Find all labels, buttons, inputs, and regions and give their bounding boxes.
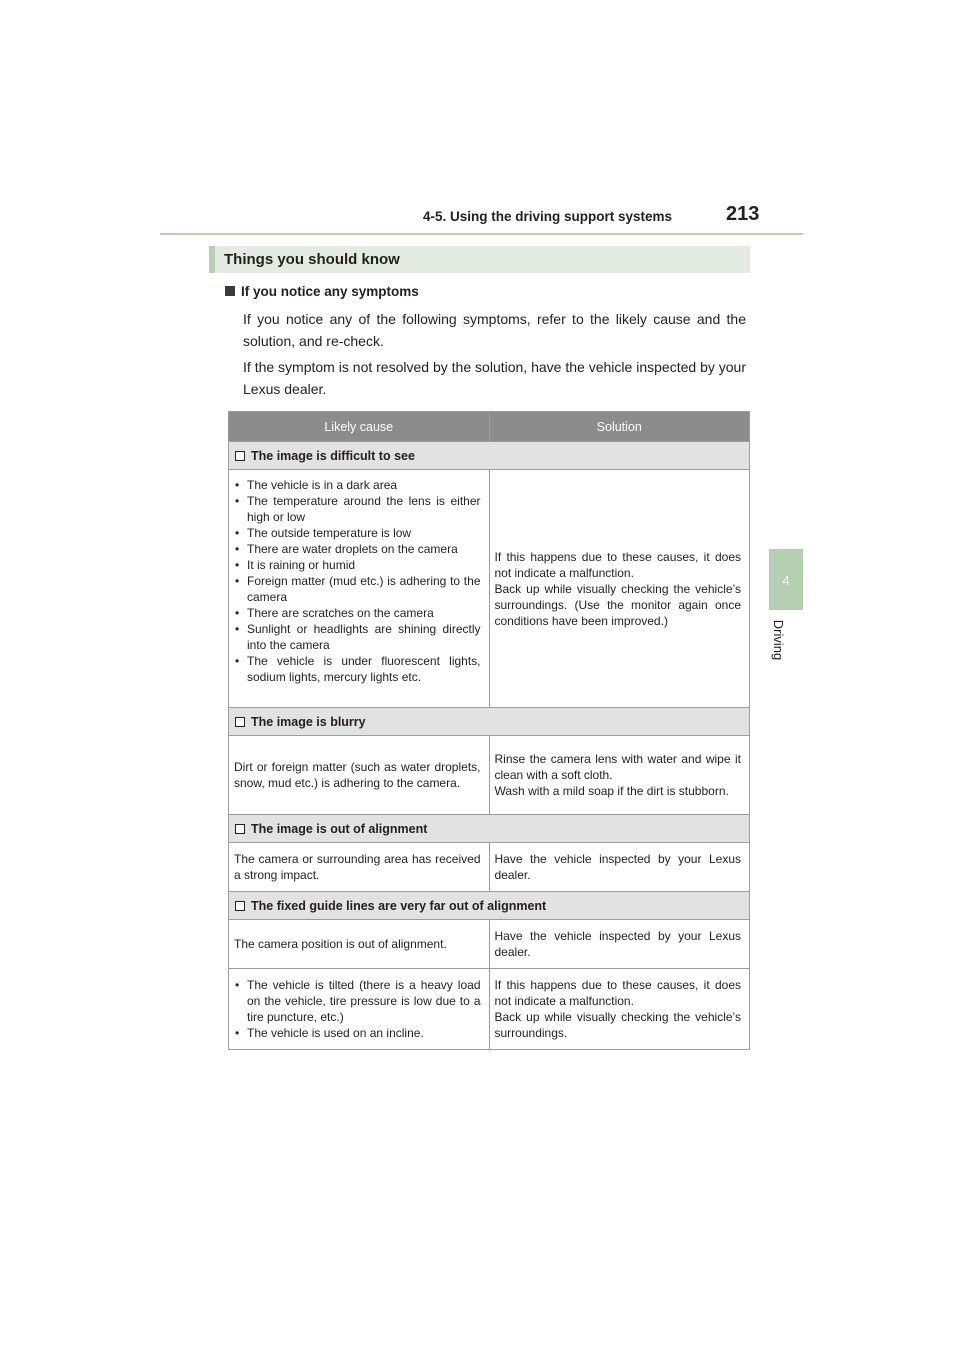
cause-cell: The camera position is out of alignment.	[229, 920, 490, 969]
header-likely-cause: Likely cause	[229, 412, 490, 442]
list-item: • Sunlight or headlights are shining directly into the camera	[234, 621, 481, 653]
solution-cell: Rinse the camera lens with water and wipe it clean with a soft cloth. Wash with a mild soap if the dirt is stubborn.	[489, 736, 750, 815]
intro-paragraph-2: If the symptom is not resolved by the solution, have the vehicle inspected by your Lexus dealer.	[243, 359, 746, 397]
group-title-cell	[229, 708, 750, 736]
checkbox-icon	[235, 451, 245, 461]
cause-cell: Dirt or foreign matter (such as water droplets, snow, mud etc.) is adhering to the camera.	[229, 736, 490, 815]
chapter-number: 4	[782, 573, 790, 588]
table-row	[229, 843, 750, 892]
sub-heading-text: If you notice any symptoms	[241, 284, 419, 299]
table-row	[229, 969, 750, 1050]
page-number: 213	[726, 203, 760, 225]
list-item: • The vehicle is in a dark area	[234, 477, 481, 493]
checkbox-icon	[235, 717, 245, 727]
solution-cell: Have the vehicle inspected by your Lexus dealer.	[489, 920, 750, 969]
sub-heading	[225, 284, 419, 299]
cause-cell	[229, 969, 490, 1050]
list-item: • There are water droplets on the camera	[234, 541, 481, 557]
checkbox-icon	[235, 824, 245, 834]
list-item: • The vehicle is under fluorescent lights, sodium lights, mercury lights etc.	[234, 653, 481, 685]
solution-cell: If this happens due to these causes, it does not indicate a malfunction. Back up while visually checking the vehicle’s surroundings. (Use the monitor again once conditions have been improved.)	[489, 470, 750, 708]
cause-list	[234, 477, 481, 685]
header-solution: Solution	[489, 412, 750, 442]
table-row	[229, 470, 750, 708]
symptom-table	[228, 411, 750, 1050]
cause-list	[234, 977, 481, 1041]
group-title-cell	[229, 442, 750, 470]
group-title: The fixed guide lines are very far out of alignment	[251, 898, 547, 913]
section-title: Things you should know	[224, 251, 400, 268]
group-title-cell	[229, 815, 750, 843]
group-row	[229, 442, 750, 470]
group-row	[229, 892, 750, 920]
group-title: The image is difficult to see	[251, 448, 415, 463]
table-row	[229, 736, 750, 815]
chapter-tab	[769, 549, 803, 610]
square-bullet-icon	[225, 286, 235, 296]
list-item: • The vehicle is used on an incline.	[234, 1025, 481, 1041]
list-item: • It is raining or humid	[234, 557, 481, 573]
cause-cell	[229, 470, 490, 708]
list-item: • There are scratches on the camera	[234, 605, 481, 621]
section-title-bar	[209, 246, 750, 273]
chapter-label-text: Driving	[771, 619, 786, 661]
cause-cell: The camera or surrounding area has received a strong impact.	[229, 843, 490, 892]
table-row	[229, 920, 750, 969]
header-rule	[160, 233, 803, 235]
group-row	[229, 708, 750, 736]
checkbox-icon	[235, 901, 245, 911]
solution-cell: Have the vehicle inspected by your Lexus dealer.	[489, 843, 750, 892]
solution-cell: If this happens due to these causes, it does not indicate a malfunction. Back up while visually checking the vehicle’s surroundings.	[489, 969, 750, 1050]
list-item: • The temperature around the lens is either high or low	[234, 493, 481, 525]
intro-paragraph-1: If you notice any of the following symptoms, refer to the likely cause and the solution, and re-check.	[243, 311, 746, 349]
group-title-cell	[229, 892, 750, 920]
group-row	[229, 815, 750, 843]
group-title: The image is blurry	[251, 714, 366, 729]
list-item: • The outside temperature is low	[234, 525, 481, 541]
list-item: • Foreign matter (mud etc.) is adhering to the camera	[234, 573, 481, 605]
header-title: 4-5. Using the driving support systems	[423, 209, 673, 224]
chapter-label	[763, 619, 809, 710]
list-item: • The vehicle is tilted (there is a heavy load on the vehicle, tire pressure is low due to a tire puncture, etc.)	[234, 977, 481, 1025]
group-title: The image is out of alignment	[251, 821, 428, 836]
table-header-row	[229, 412, 750, 442]
